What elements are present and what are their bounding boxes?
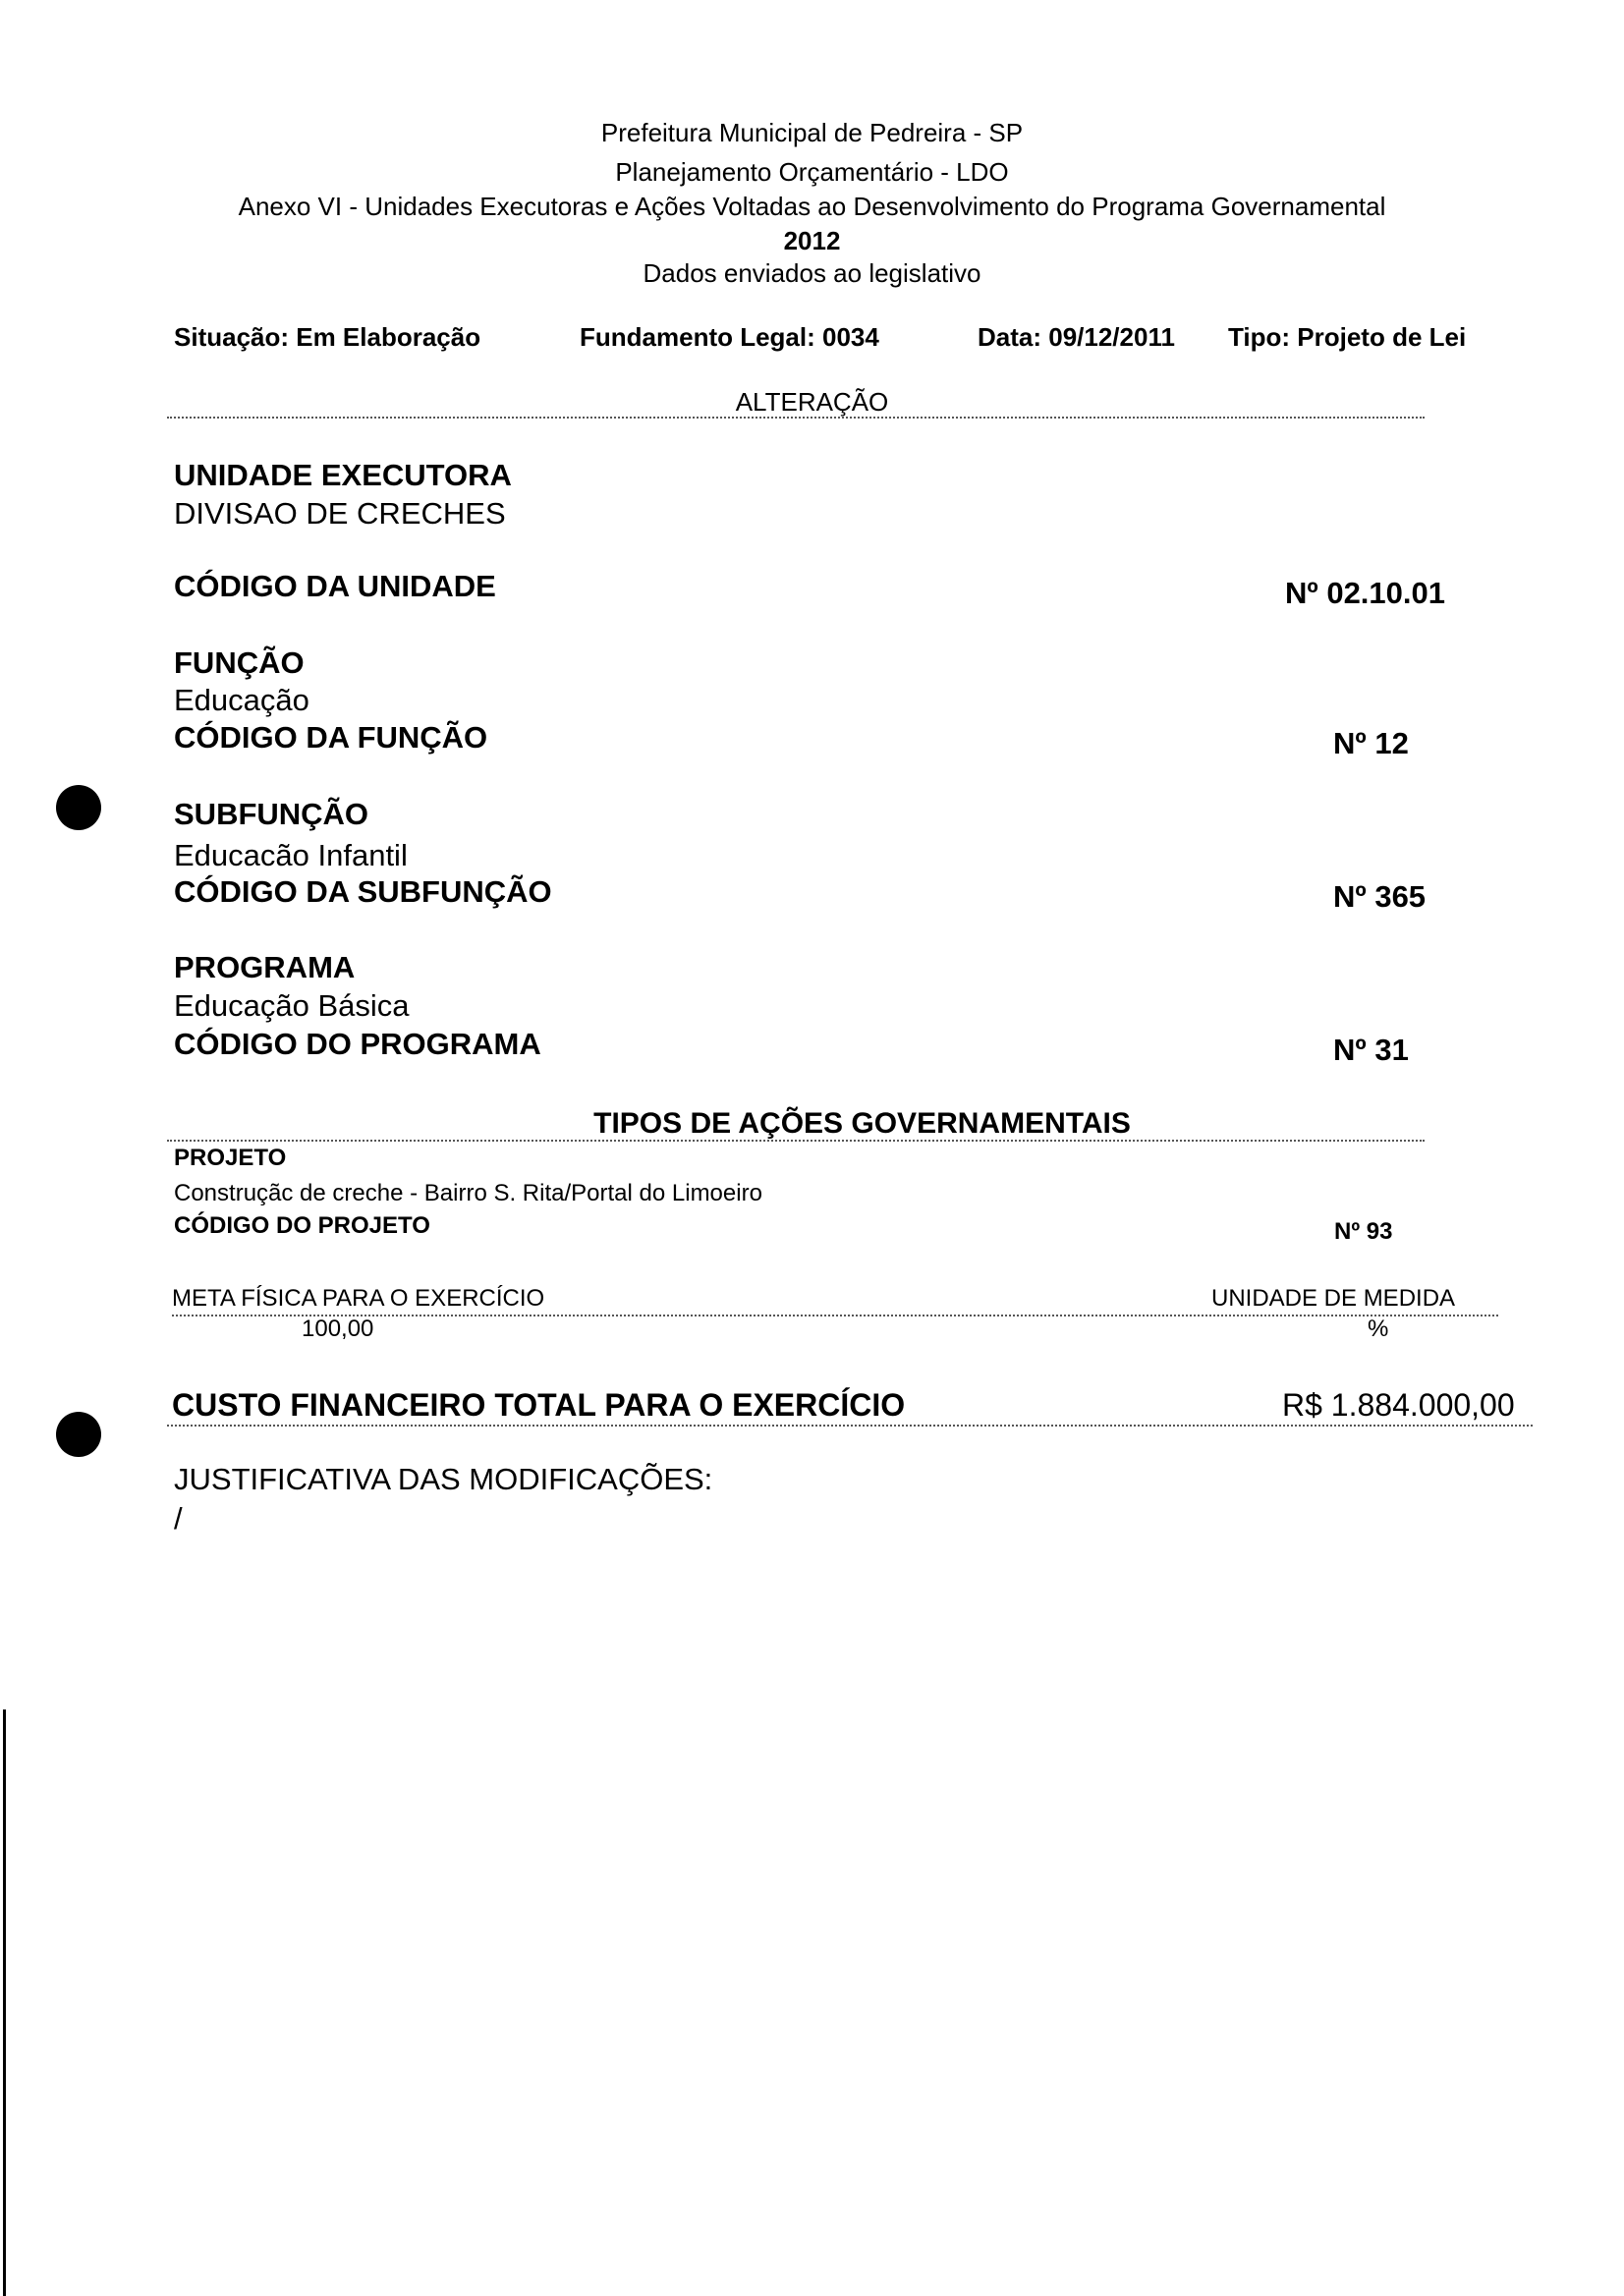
projeto-code: Nº 93 bbox=[1334, 1218, 1393, 1245]
meta-value: 100,00 bbox=[302, 1316, 374, 1342]
unidade-medida-label: UNIDADE DE MEDIDA bbox=[1211, 1285, 1456, 1312]
situacao: Situação: Em Elaboração bbox=[174, 322, 481, 352]
programa-label: PROGRAMA bbox=[174, 950, 356, 984]
custo-value: R$ 1.884.000,00 bbox=[1282, 1387, 1515, 1423]
subfuncao-value: Educacão Infantil bbox=[174, 838, 408, 872]
justificativa-value: / bbox=[174, 1501, 183, 1536]
punch-hole bbox=[56, 1412, 101, 1457]
unidade-code-label: CÓDIGO DA UNIDADE bbox=[174, 569, 496, 603]
subfuncao-code: Nº 365 bbox=[1333, 879, 1427, 914]
unidade-value: DIVISAO DE CRECHES bbox=[174, 496, 506, 531]
scan-edge bbox=[3, 1709, 6, 2296]
data: Data: 09/12/2011 bbox=[978, 322, 1175, 352]
tipo: Tipo: Projeto de Lei bbox=[1228, 322, 1467, 352]
header-year: 2012 bbox=[783, 226, 841, 255]
projeto-code-label: CÓDIGO DO PROJETO bbox=[174, 1212, 430, 1239]
fundamento-legal: Fundamento Legal: 0034 bbox=[580, 322, 879, 352]
programa-value: Educação Básica bbox=[174, 988, 410, 1023]
projeto-value: Construçãc de creche - Bairro S. Rita/Portal do Limoeiro bbox=[174, 1180, 762, 1206]
funcao-code: Nº 12 bbox=[1333, 726, 1409, 760]
subfuncao-label: SUBFUNÇÃO bbox=[174, 797, 369, 831]
unidade-code: Nº 02.10.01 bbox=[1285, 576, 1445, 610]
alteracao-heading: ALTERAÇÃO bbox=[735, 387, 889, 417]
funcao-value: Educação bbox=[174, 683, 309, 717]
divider bbox=[167, 1425, 1533, 1427]
punch-hole bbox=[56, 785, 101, 830]
funcao-label: FUNÇÃO bbox=[174, 645, 305, 680]
header-annex: Anexo VI - Unidades Executoras e Ações Voltadas ao Desenvolvimento do Programa Governamental bbox=[238, 192, 1386, 221]
header-title: Prefeitura Municipal de Pedreira - SP bbox=[600, 118, 1024, 147]
programa-code-label: CÓDIGO DO PROGRAMA bbox=[174, 1027, 541, 1061]
unidade-medida-value: % bbox=[1368, 1316, 1389, 1342]
header-status: Dados enviados ao legislativo bbox=[643, 258, 981, 288]
header-subtitle: Planejamento Orçamentário - LDO bbox=[615, 157, 1009, 187]
meta-label: META FÍSICA PARA O EXERCÍCIO bbox=[172, 1285, 545, 1312]
divider bbox=[167, 1140, 1425, 1142]
justificativa-label: JUSTIFICATIVA DAS MODIFICAÇÕES: bbox=[174, 1462, 713, 1496]
divider bbox=[167, 417, 1425, 419]
funcao-code-label: CÓDIGO DA FUNÇÃO bbox=[174, 720, 488, 755]
tipos-heading: TIPOS DE AÇÕES GOVERNAMENTAIS bbox=[593, 1107, 1131, 1140]
unidade-label: UNIDADE EXECUTORA bbox=[174, 458, 512, 492]
projeto-label: PROJETO bbox=[174, 1145, 287, 1171]
custo-label: CUSTO FINANCEIRO TOTAL PARA O EXERCÍCIO bbox=[172, 1387, 906, 1423]
programa-code: Nº 31 bbox=[1333, 1033, 1409, 1067]
subfuncao-code-label: CÓDIGO DA SUBFUNÇÃO bbox=[174, 874, 552, 909]
